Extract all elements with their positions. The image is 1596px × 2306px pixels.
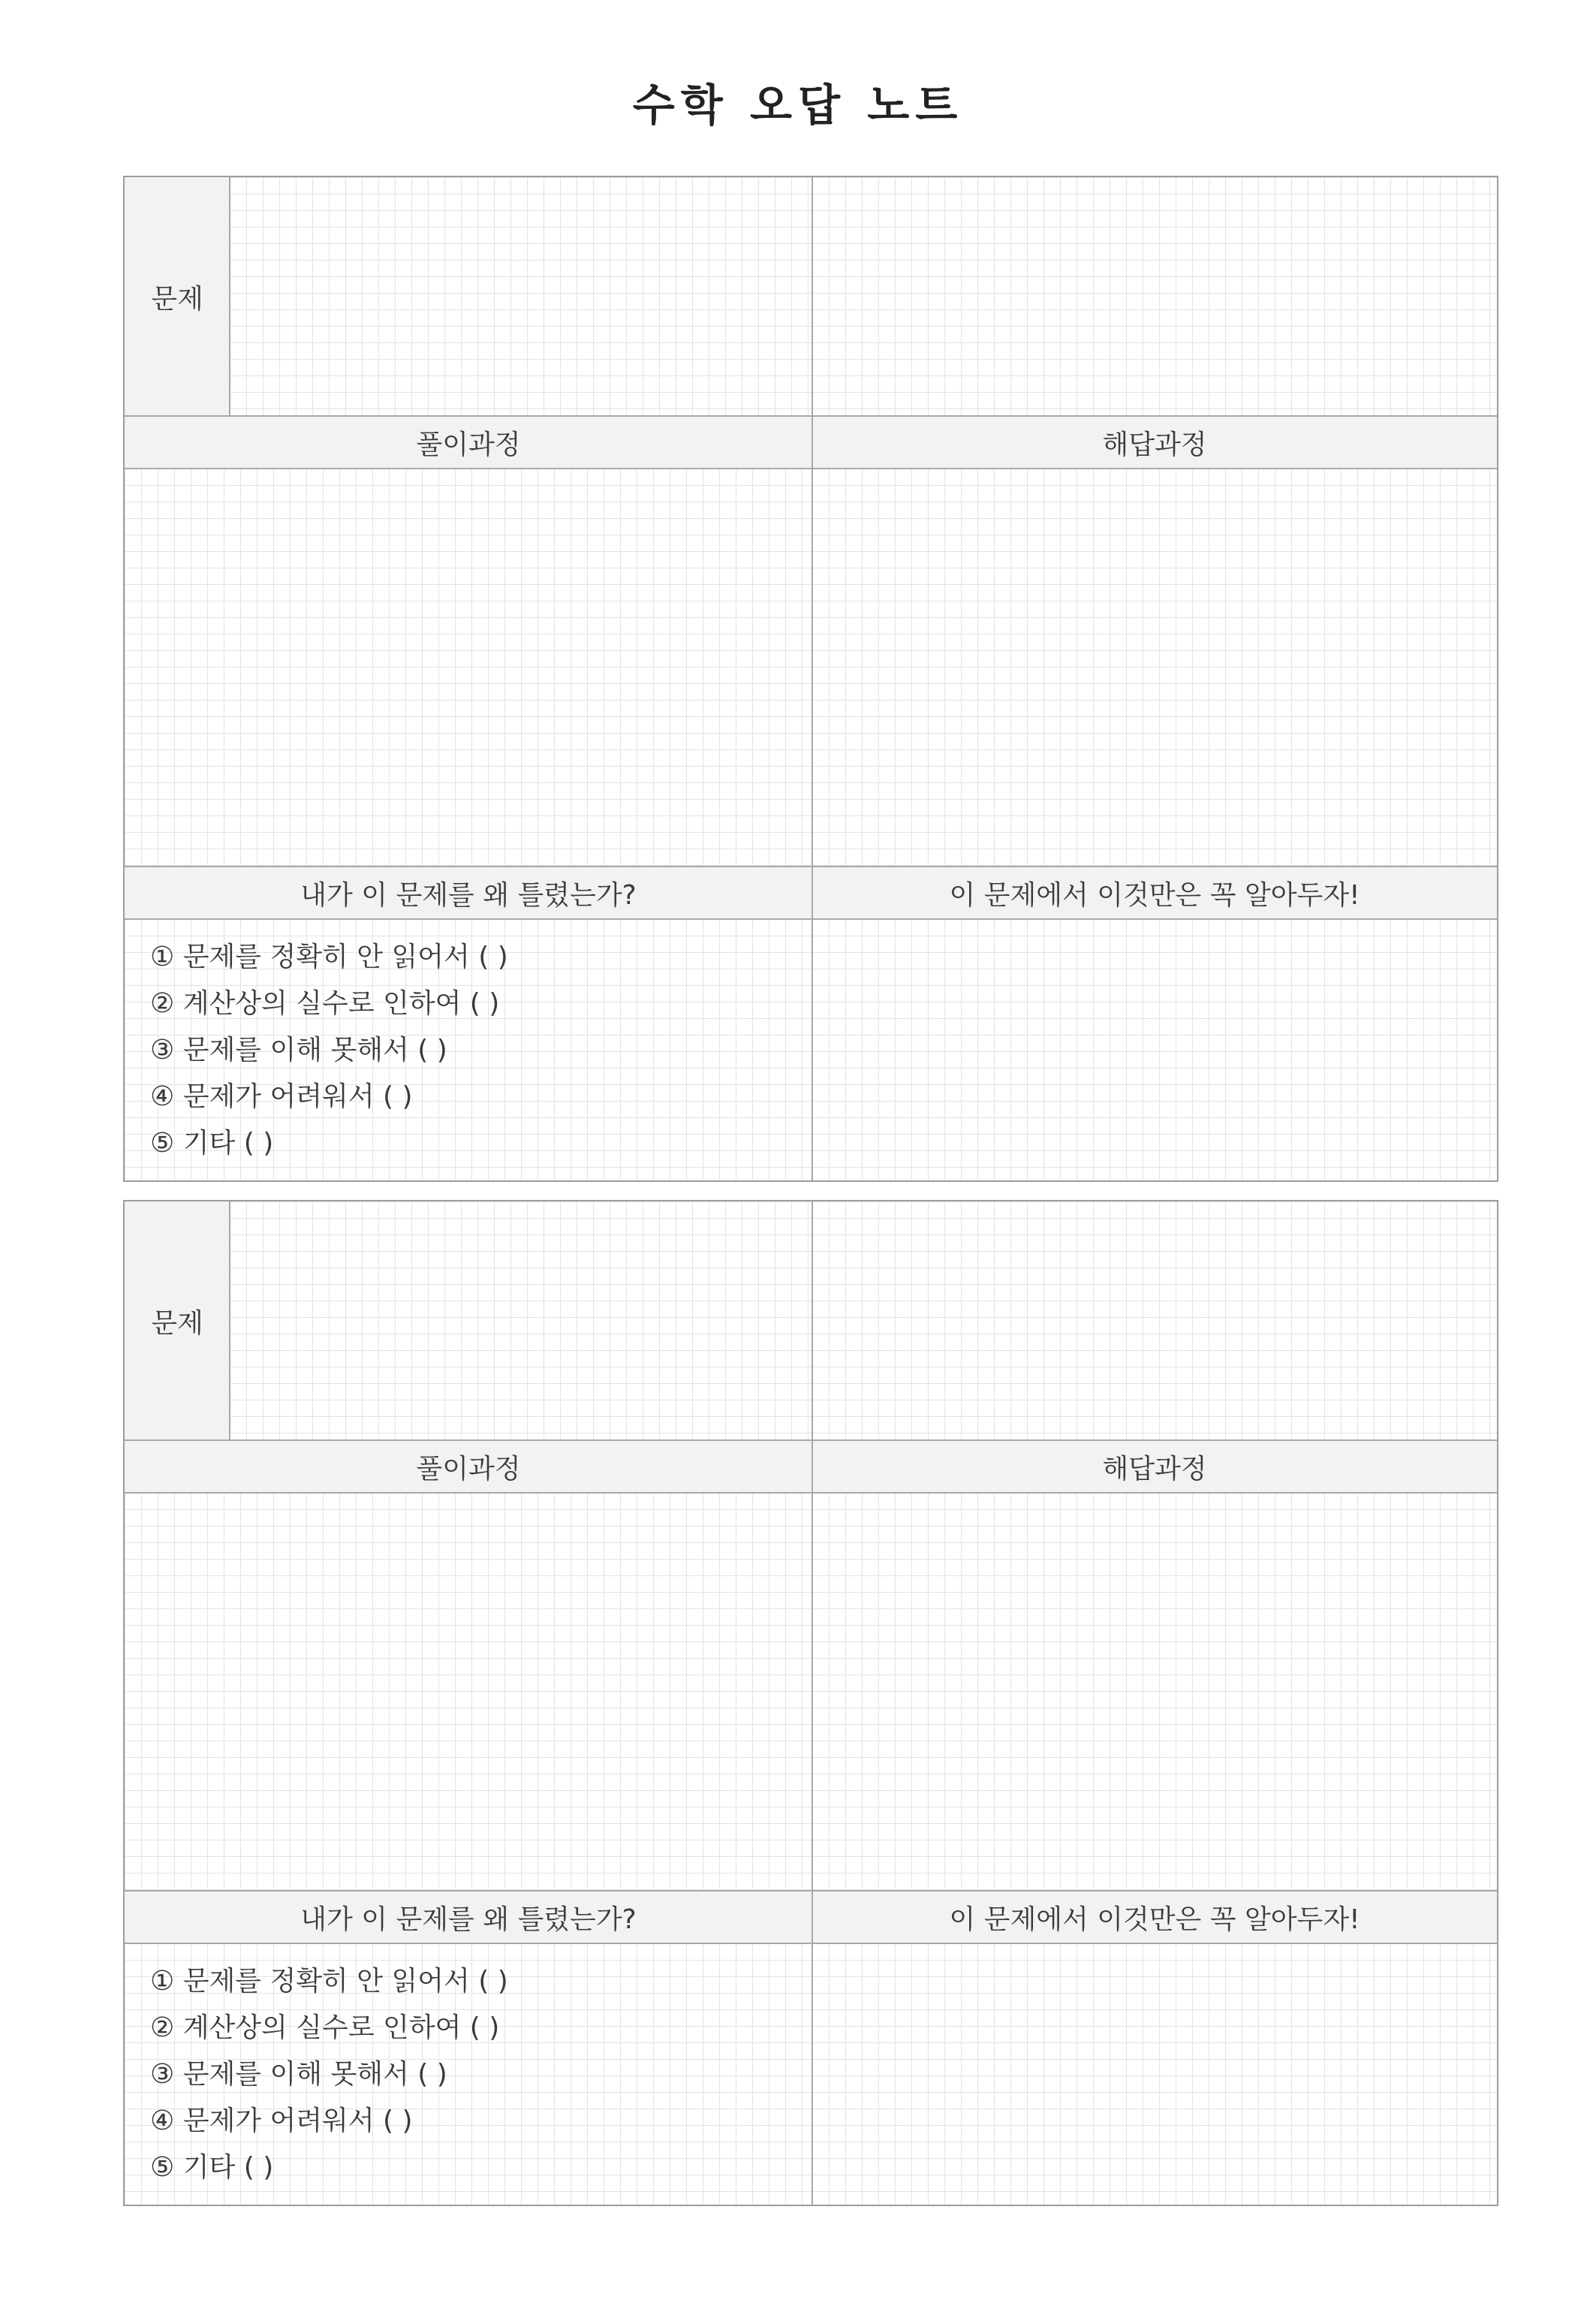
- divider: [125, 415, 1497, 417]
- why-wrong-header: 내가 이 문제를 왜 틀렸는가?: [125, 867, 812, 919]
- divider: [125, 1439, 1497, 1441]
- divider: [812, 177, 813, 1180]
- reason-area: [125, 1943, 812, 2205]
- solution-area[interactable]: [125, 469, 812, 867]
- answer-header: 해답과정: [812, 416, 1497, 469]
- reason-item[interactable]: ① 문제를 정확히 안 읽어서 ( ): [150, 942, 508, 972]
- why-wrong-header: 내가 이 문제를 왜 틀렸는가?: [125, 1891, 812, 1943]
- reason-item[interactable]: ③ 문제를 이해 못해서 ( ): [150, 2059, 447, 2090]
- remember-header: 이 문제에서 이것만은 꼭 알아두자!: [812, 867, 1497, 919]
- divider: [125, 866, 1497, 867]
- reason-list: [150, 934, 508, 1167]
- reason-item[interactable]: ① 문제를 정확히 안 읽어서 ( ): [150, 1966, 508, 1997]
- divider: [125, 1890, 1497, 1892]
- reason-item[interactable]: ③ 문제를 이해 못해서 ( ): [150, 1035, 447, 1066]
- divider: [125, 1943, 1497, 1944]
- solution-header: 풀이과정: [125, 416, 812, 469]
- reason-item[interactable]: ⑤ 기타 ( ): [150, 2152, 274, 2183]
- divider: [125, 468, 1497, 469]
- reason-area: [125, 919, 812, 1180]
- problem-label: 문제: [125, 1201, 230, 1440]
- solution-area[interactable]: [125, 1493, 812, 1891]
- divider: [812, 1201, 813, 2205]
- reason-item[interactable]: ② 계산상의 실수로 인하여 ( ): [150, 988, 500, 1019]
- problem-area[interactable]: [230, 1201, 812, 1440]
- page-title: 수학 오답 노트: [632, 80, 964, 131]
- remember-header: 이 문제에서 이것만은 꼭 알아두자!: [812, 1891, 1497, 1943]
- problem-note-area[interactable]: [812, 177, 1497, 416]
- solution-header: 풀이과정: [125, 1440, 812, 1493]
- problem-label: 문제: [125, 177, 230, 416]
- note-sheet-2: [123, 1200, 1498, 2206]
- reason-item[interactable]: ⑤ 기타 ( ): [150, 1128, 274, 1159]
- divider: [125, 1492, 1497, 1494]
- problem-area[interactable]: [230, 177, 812, 416]
- reason-item[interactable]: ② 계산상의 실수로 인하여 ( ): [150, 2012, 500, 2043]
- divider: [229, 1201, 230, 1440]
- divider: [125, 918, 1497, 920]
- remember-area[interactable]: [812, 919, 1497, 1180]
- reason-item[interactable]: ④ 문제가 어려워서 ( ): [150, 2106, 413, 2136]
- remember-area[interactable]: [812, 1943, 1497, 2205]
- answer-header: 해답과정: [812, 1440, 1497, 1493]
- divider: [229, 177, 230, 416]
- problem-note-area[interactable]: [812, 1201, 1497, 1440]
- answer-area[interactable]: [812, 1493, 1497, 1891]
- reason-list: [150, 1958, 508, 2191]
- note-sheet-1: [123, 176, 1498, 1182]
- reason-item[interactable]: ④ 문제가 어려워서 ( ): [150, 1081, 413, 1112]
- answer-area[interactable]: [812, 469, 1497, 867]
